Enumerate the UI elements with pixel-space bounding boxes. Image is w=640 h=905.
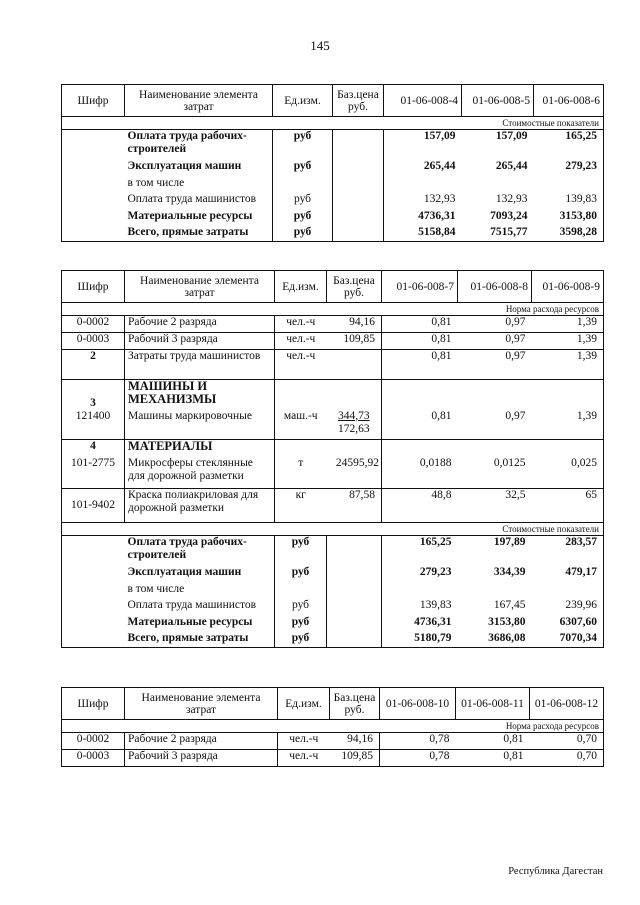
row-value: 0,78 <box>380 750 456 767</box>
row-name: в том числе <box>127 582 185 595</box>
header-name: Наименование элемента затрат <box>125 271 275 303</box>
row-value: 0,97 <box>458 333 532 350</box>
row-code: 3 <box>62 380 125 410</box>
row-value: 265,44 <box>495 159 528 172</box>
row-value: 279,23 <box>534 160 604 177</box>
row-name: Затраты труда машинистов <box>125 350 275 380</box>
row-value: 334,39 <box>493 565 526 578</box>
row-name: Материальные ресурсы <box>127 209 253 222</box>
row-value: 157,09 <box>384 130 462 160</box>
header-unit: Ед.изм. <box>273 85 333 117</box>
row-price: 109,85 <box>330 750 380 767</box>
row-name: Рабочий 3 разряда <box>125 333 275 350</box>
row-value: 0,81 <box>382 410 458 440</box>
row-value: 3686,08 <box>458 632 532 648</box>
row-value: 283,57 <box>532 536 604 566</box>
row-code: 0-0003 <box>62 333 125 350</box>
row-name: Всего, прямые затраты <box>125 632 275 648</box>
row-value: 479,17 <box>532 566 604 583</box>
row-value: 0,025 <box>532 457 604 489</box>
row-value: 132,93 <box>495 192 528 205</box>
row-value: 0,0188 <box>382 457 458 489</box>
row-value: 3153,80 <box>488 615 526 628</box>
row-name: Эксплуатация машин <box>127 565 242 578</box>
row-value: 1,39 <box>532 316 604 333</box>
header-code: Шифр <box>62 85 125 117</box>
row-name: Оплата труда машинистов <box>127 192 257 205</box>
row-code: 4 <box>62 440 125 457</box>
row-value: 1,39 <box>532 410 604 440</box>
row-name: Материальные ресурсы <box>127 615 253 628</box>
row-value: 0,81 <box>382 333 458 350</box>
row-unit: руб <box>275 599 327 616</box>
row-price: 94,16 <box>330 733 380 750</box>
row-name: Микросферы стеклянные для дорожной разметки <box>125 457 275 489</box>
header-code-col: 01-06-008-4 <box>384 85 462 117</box>
row-value: 4736,31 <box>384 210 462 226</box>
row-unit: руб <box>275 536 327 566</box>
row-value: 0,81 <box>456 750 530 767</box>
row-name: Эксплуатация машин <box>127 159 242 172</box>
row-code: 0-0002 <box>62 316 125 333</box>
row-value: 0,70 <box>530 733 604 750</box>
row-unit: маш.-ч <box>275 410 327 440</box>
row-name: Рабочие 2 разряда <box>125 316 275 333</box>
row-value: 6307,60 <box>532 616 604 632</box>
row-value: 0,97 <box>458 316 532 333</box>
row-value: 167,45 <box>493 598 526 611</box>
row-value: 48,8 <box>382 489 458 523</box>
section-label: Норма расхода ресурсов <box>62 303 604 316</box>
section-heading: МАТЕРИАЛЫ <box>125 440 275 457</box>
row-name: Всего, прямые затраты <box>125 226 273 242</box>
row-price: 87,58 <box>349 489 375 501</box>
row-value: 197,89 <box>493 536 526 548</box>
header-code-col: 01-06-008-6 <box>534 85 604 117</box>
row-name: Оплата труда рабочих-строителей <box>127 536 247 561</box>
row-price-alt: 172,63 <box>337 422 370 435</box>
row-value: 0,70 <box>530 750 604 767</box>
header-code: Шифр <box>62 688 125 720</box>
header-code-col: 01-06-008-11 <box>456 688 530 720</box>
row-value: 139,83 <box>534 193 604 210</box>
row-value: 0,78 <box>380 733 456 750</box>
row-name: Оплата труда машинистов <box>127 598 257 611</box>
row-unit: чел.-ч <box>275 350 327 380</box>
header-code-col: 01-06-008-10 <box>380 688 456 720</box>
row-code: 101-9402 <box>62 489 125 523</box>
row-value: 0,97 <box>458 350 532 380</box>
row-value: 32,5 <box>505 489 526 501</box>
header-code-col: 01-06-008-7 <box>382 271 458 303</box>
row-value: 7515,77 <box>462 226 534 242</box>
row-unit: чел.-ч <box>278 750 330 767</box>
row-value: 5180,79 <box>382 632 458 648</box>
row-value: 3153,80 <box>534 210 604 226</box>
row-name: Рабочие 2 разряда <box>125 733 278 750</box>
section-label: Стоимостные показатели <box>62 523 604 536</box>
section-label: Норма расхода ресурсов <box>62 720 604 733</box>
row-unit: руб <box>273 210 333 226</box>
row-price: 344,73 <box>337 409 370 422</box>
row-value: 0,97 <box>458 410 532 440</box>
row-value: 7070,34 <box>532 632 604 648</box>
header-name: Наименование элемента затрат <box>125 688 278 720</box>
row-unit: руб <box>273 160 333 177</box>
header-base-price: Баз.цена руб. <box>333 85 384 117</box>
row-name: Рабочий 3 разряда <box>125 750 278 767</box>
row-value: 165,25 <box>382 536 458 566</box>
row-unit: руб <box>273 226 333 242</box>
row-unit: руб <box>275 632 327 648</box>
row-value: 65 <box>532 489 604 523</box>
row-value: 3598,28 <box>534 226 604 242</box>
section-label: Стоимостные показатели <box>62 117 604 130</box>
row-unit: чел.-ч <box>278 733 330 750</box>
row-unit: чел.-ч <box>275 316 327 333</box>
row-value: 139,83 <box>382 599 458 616</box>
row-price: 94,16 <box>327 316 382 333</box>
header-base-price: Баз.цена руб. <box>330 688 380 720</box>
row-value: 157,09 <box>495 130 528 142</box>
row-price: 24595,92 <box>327 457 382 489</box>
header-code-col: 01-06-008-5 <box>462 85 534 117</box>
row-name: в том числе <box>127 176 185 189</box>
row-value: 265,44 <box>384 160 462 177</box>
row-name: Оплата труда рабочих-строителей <box>127 130 247 155</box>
footer-region: Республика Дагестан <box>508 866 603 877</box>
row-unit: руб <box>275 616 327 632</box>
header-code: Шифр <box>62 271 125 303</box>
row-unit: руб <box>275 566 327 583</box>
row-value: 1,39 <box>532 333 604 350</box>
row-unit: чел.-ч <box>275 333 327 350</box>
row-value: 0,0125 <box>458 457 532 489</box>
row-value: 0,81 <box>456 733 530 750</box>
row-value: 4736,31 <box>382 616 458 632</box>
row-unit: кг <box>275 489 327 523</box>
header-base-price: Баз.цена руб. <box>327 271 382 303</box>
header-unit: Ед.изм. <box>278 688 330 720</box>
cost-table-3 <box>61 687 604 767</box>
row-unit: руб <box>273 193 333 210</box>
header-name: Наименование элемента затрат <box>125 85 273 117</box>
row-name: Машины маркировочные <box>125 410 275 440</box>
row-code: 101-2775 <box>62 457 125 489</box>
row-value: 132,93 <box>384 193 462 210</box>
row-value: 165,25 <box>534 130 604 160</box>
header-code-col: 01-06-008-8 <box>458 271 532 303</box>
row-code: 2 <box>62 350 125 380</box>
row-unit: руб <box>273 130 333 160</box>
row-price: 109,85 <box>327 333 382 350</box>
section-heading: МАШИНЫ И МЕХАНИЗМЫ <box>125 380 275 410</box>
row-value: 1,39 <box>532 350 604 380</box>
row-value: 279,23 <box>382 566 458 583</box>
header-unit: Ед.изм. <box>275 271 327 303</box>
row-code: 0-0003 <box>62 750 125 767</box>
row-value: 5158,84 <box>384 226 462 242</box>
row-name: Краска полиакриловая для дорожной разметки <box>125 489 275 523</box>
row-value: 0,81 <box>382 350 458 380</box>
cost-table-1 <box>61 84 604 242</box>
row-unit: т <box>275 457 327 489</box>
page-number: 145 <box>310 38 330 53</box>
row-value: 0,81 <box>382 316 458 333</box>
cost-table-2 <box>61 270 604 648</box>
header-code-col: 01-06-008-12 <box>530 688 604 720</box>
row-code: 0-0002 <box>62 733 125 750</box>
header-code-col: 01-06-008-9 <box>532 271 604 303</box>
row-value: 7093,24 <box>490 209 528 222</box>
row-value: 239,96 <box>532 599 604 616</box>
row-code: 121400 <box>62 410 125 440</box>
